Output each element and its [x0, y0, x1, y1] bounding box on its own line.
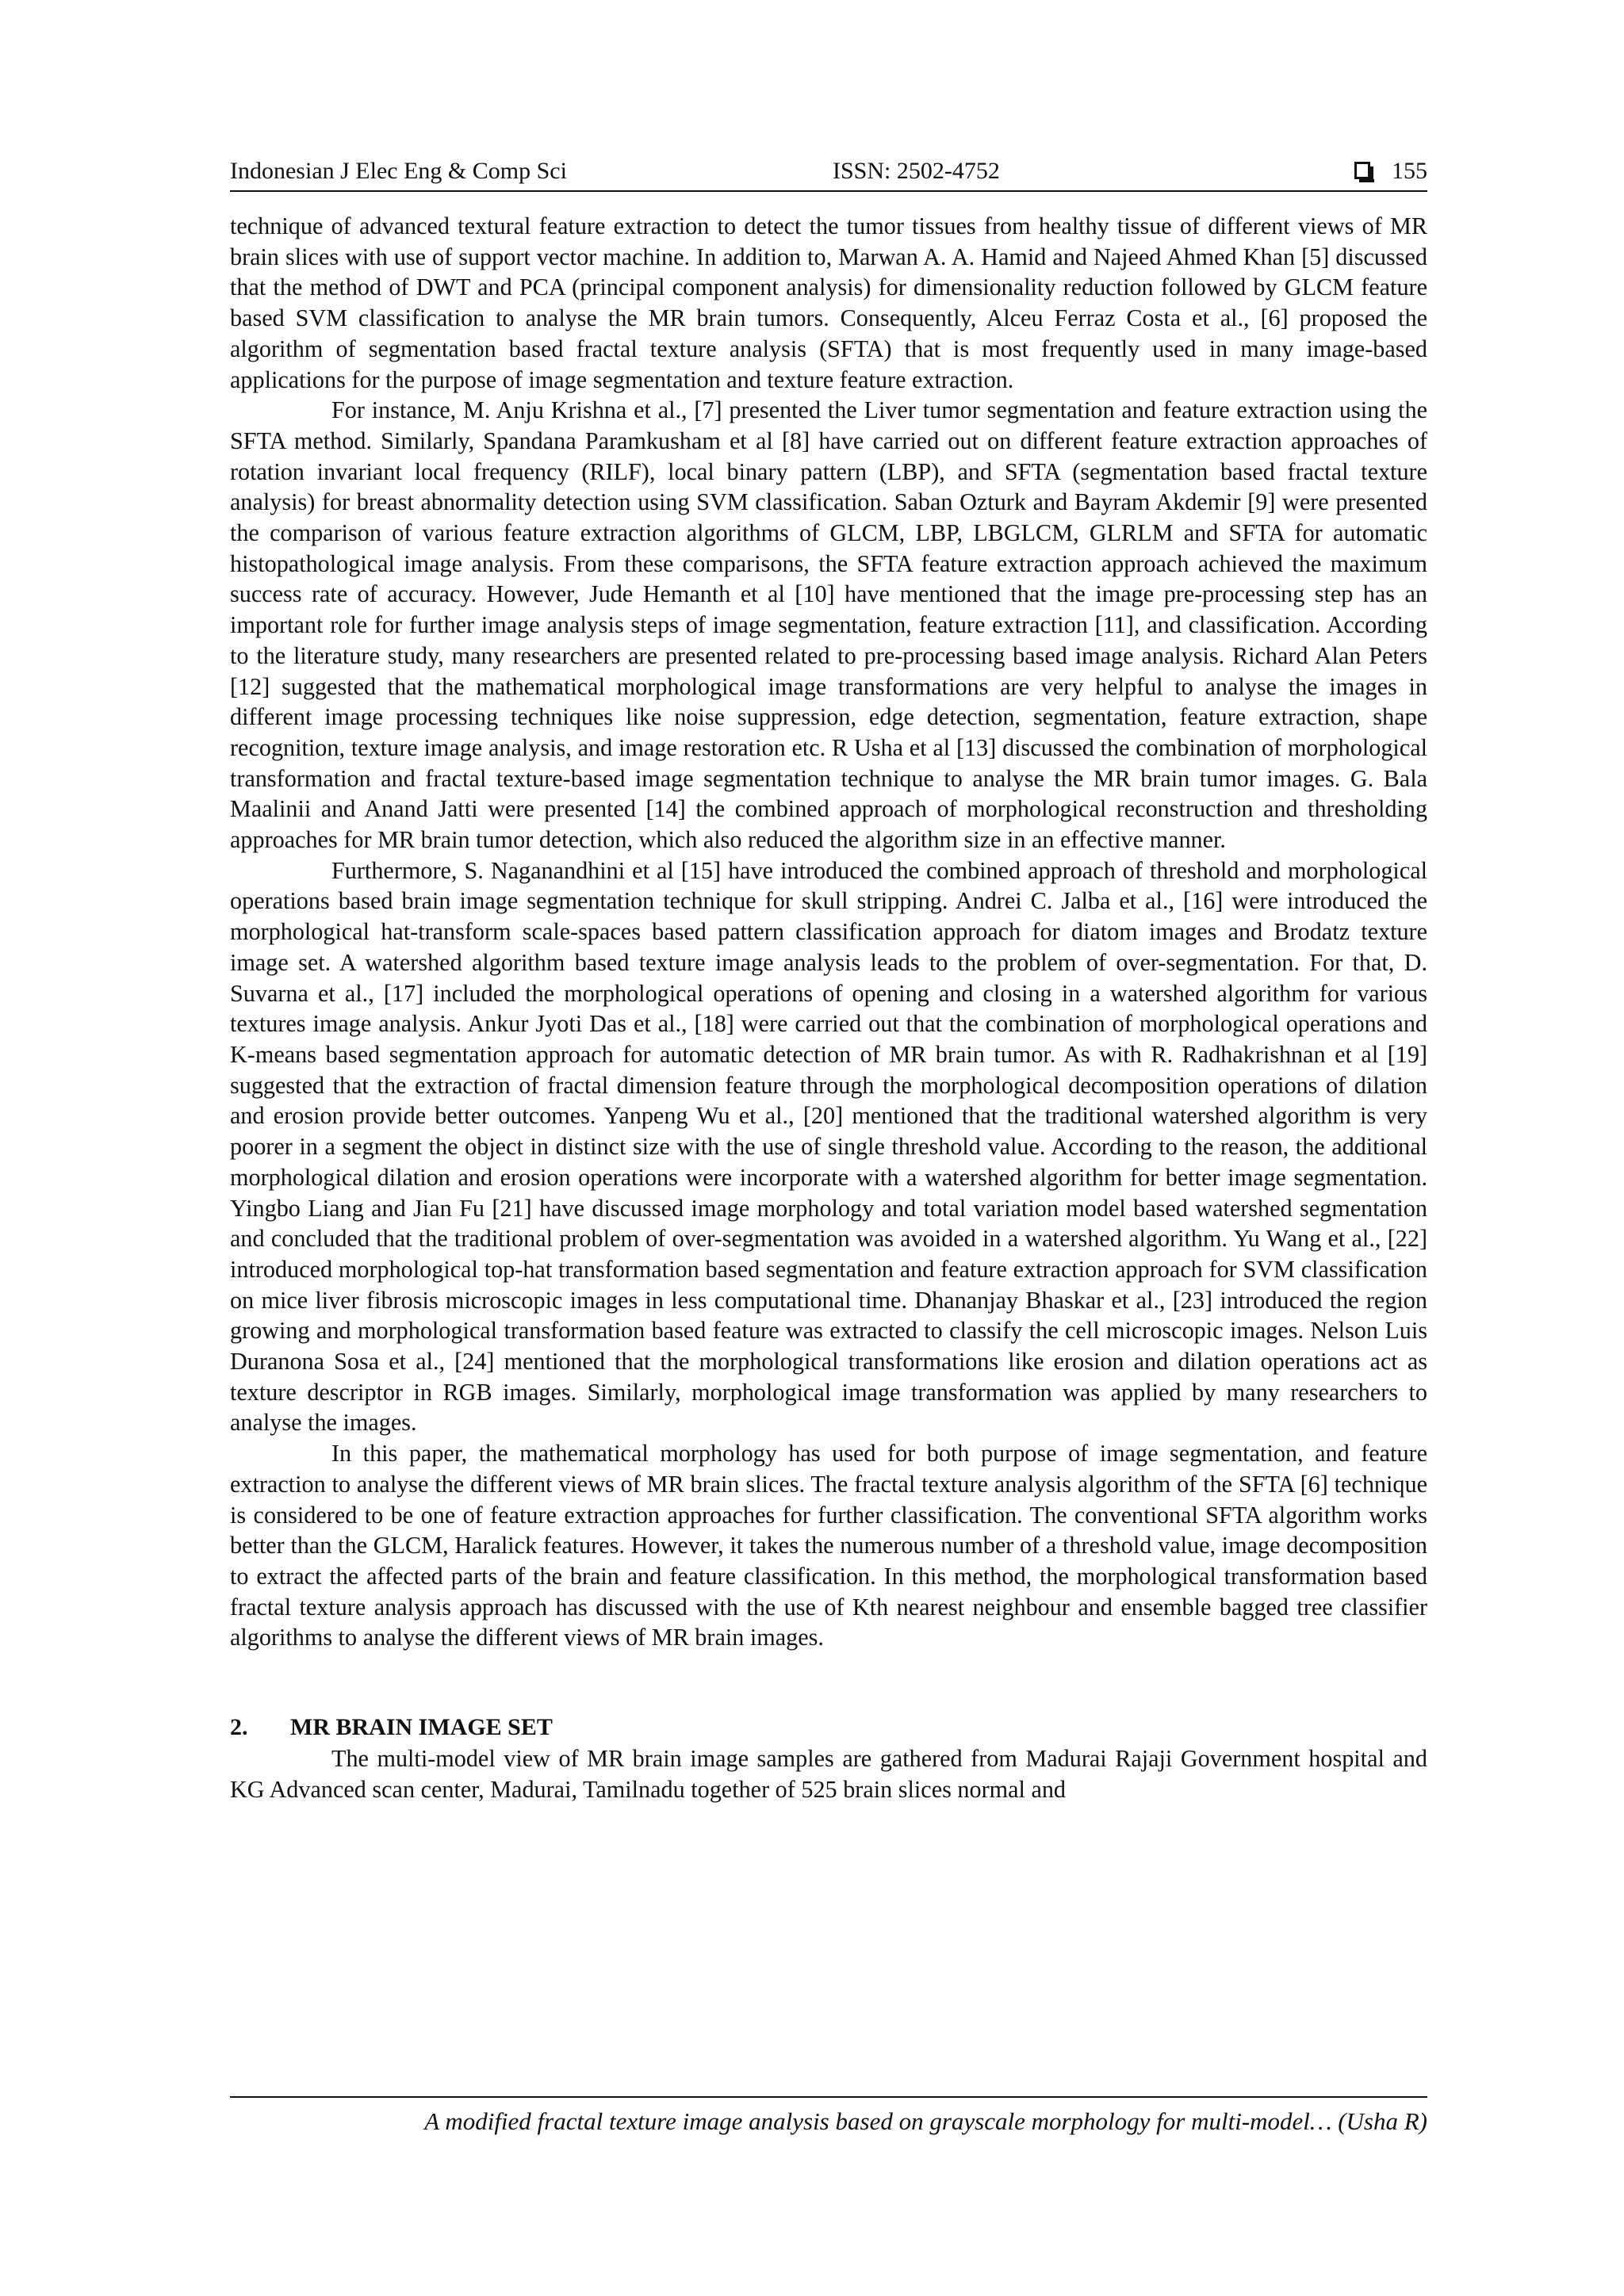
section-number: 2. — [230, 1714, 248, 1741]
section-title: MR BRAIN IMAGE SET — [290, 1714, 553, 1741]
paragraph: In this paper, the mathematical morphology has used for both purpose of image segmentation, and feature extraction to analyse the different views of MR brain slices. The fractal texture analysis algorithm of the SFTA [6] technique is considered to be one of feature extraction approaches for further classification. The conventional SFTA algorithm works better than the GLCM, Haralick features. However, it takes the numerous number of a threshold value, image decomposition to extract the affected parts of the brain and feature classification. In this method, the morphological transformation based fractal texture analysis approach has discussed with the use of Kth nearest neighbour and ensemble bagged tree classifier algorithms to analyse the different views of MR brain images. — [230, 1440, 1427, 1651]
header-rule — [230, 190, 1427, 192]
section-paragraph: The multi-model view of MR brain image samples are gathered from Madurai Rajaji Government hospital and KG Advanced scan center, Madurai, Tamilnadu together of 525 brain slices normal and — [230, 1745, 1427, 1803]
journal-name: Indonesian J Elec Eng & Comp Sci — [230, 158, 567, 184]
footer-rule — [230, 2096, 1427, 2098]
page-header — [230, 155, 1427, 190]
checkbox-glyph-icon — [1354, 162, 1370, 179]
body-text — [230, 211, 1427, 1804]
section-heading — [230, 1712, 1427, 1743]
page-number: 155 — [1392, 158, 1427, 184]
paragraph: Furthermore, S. Naganandhini et al [15] have introduced the combined approach of threshold and morphological operations based brain image segmentation technique for skull stripping. Andrei C. Jalba et al., [16] were introduced the morphological hat-transform scale-spaces based pattern classification approach for diatom images and Brodatz texture image set. A watershed algorithm based texture image analysis leads to the problem of over-segmentation. For that, D. Suvarna et al., [17] included the morphological operations of opening and closing in a watershed algorithm for various textures image analysis. Ankur Jyoti Das et al., [18] were carried out that the combination of morphological operations and K-means based segmentation approach for automatic detection of MR brain tumor. As with R. Radhakrishnan et al [19] suggested that the extraction of fractal dimension feature through the morphological decomposition operations of dilation and erosion provide better outcomes. Yanpeng Wu et al., [20] mentioned that the traditional watershed algorithm is very poorer in a segment the object in distinct size with the use of single threshold value. According to the reason, the additional morphological dilation and erosion operations were incorporate with a watershed algorithm for better image segmentation. Yingbo Liang and Jian Fu [21] have discussed image morphology and total variation model based watershed segmentation and concluded that the traditional problem of over-segmentation was avoided in a watershed algorithm. Yu Wang et al., [22] introduced morphological top-hat transformation based segmentation and feature extraction approach for SVM classification on mice liver fibrosis microscopic images in less computational time. Dhananjay Bhaskar et al., [23] introduced the region growing and morphological transformation based feature was extracted to classify the cell microscopic images. Nelson Luis Duranona Sosa et al., [24] mentioned that the morphological transformations like erosion and dilation operations act as texture descriptor in RGB images. Similarly, morphological image transformation was applied by many researchers to analyse the images. — [230, 856, 1427, 1437]
issn-label: ISSN: 2502-4752 — [833, 158, 1000, 184]
paragraph: For instance, M. Anju Krishna et al., [7] presented the Liver tumor segmentation and feature extraction using the SFTA method. Similarly, Spandana Paramkusham et al [8] have carried out on different feature extraction approaches of rotation invariant local frequency (RILF), local binary pattern (LBP), and SFTA (segmentation based fractal texture analysis) for breast abnormality detection using SVM classification. Saban Ozturk and Bayram Akdemir [9] were presented the comparison of various feature extraction algorithms of GLCM, LBP, LBGLCM, GLRLM and SFTA for automatic histopathological image analysis. From these comparisons, the SFTA feature extraction approach achieved the maximum success rate of accuracy. However, Jude Hemanth et al [10] have mentioned that the image pre-processing step has an important role for further image analysis steps of image segmentation, feature extraction [11], and classification. According to the literature study, many researchers are presented related to pre-processing based image analysis. Richard Alan Peters [12] suggested that the mathematical morphological image transformations are very helpful to analyse the images in different image processing techniques like noise suppression, edge detection, segmentation, feature extraction, shape recognition, texture image analysis, and image restoration etc. R Usha et al [13] discussed the combination of morphological transformation and fractal texture-based image segmentation technique to analyse the MR brain tumor images. G. Bala Maalinii and Anand Jatti were presented [14] the combined approach of morphological reconstruction and thresholding approaches for MR brain tumor detection, which also reduced the algorithm size in an effective manner. — [230, 396, 1427, 854]
running-title: A modified fractal texture image analysis based on grayscale morphology for multi-model… (Usha R) — [424, 2107, 1427, 2135]
paragraph-continued: technique of advanced textural feature extraction to detect the tumor tissues from healthy tissue of different views of MR brain slices with use of support vector machine. In addition to, Marwan A. A. Hamid and Najeed Ahmed Khan [5] discussed that the method of DWT and PCA (principal component analysis) for dimensionality reduction followed by GLCM feature based SVM classification to analyse the MR brain tumors. Consequently, Alceu Ferraz Costa et al., [6] proposed the algorithm of segmentation based fractal texture analysis (SFTA) that is most frequently used in many image-based applications for the purpose of image segmentation and texture feature extraction. — [230, 212, 1427, 393]
